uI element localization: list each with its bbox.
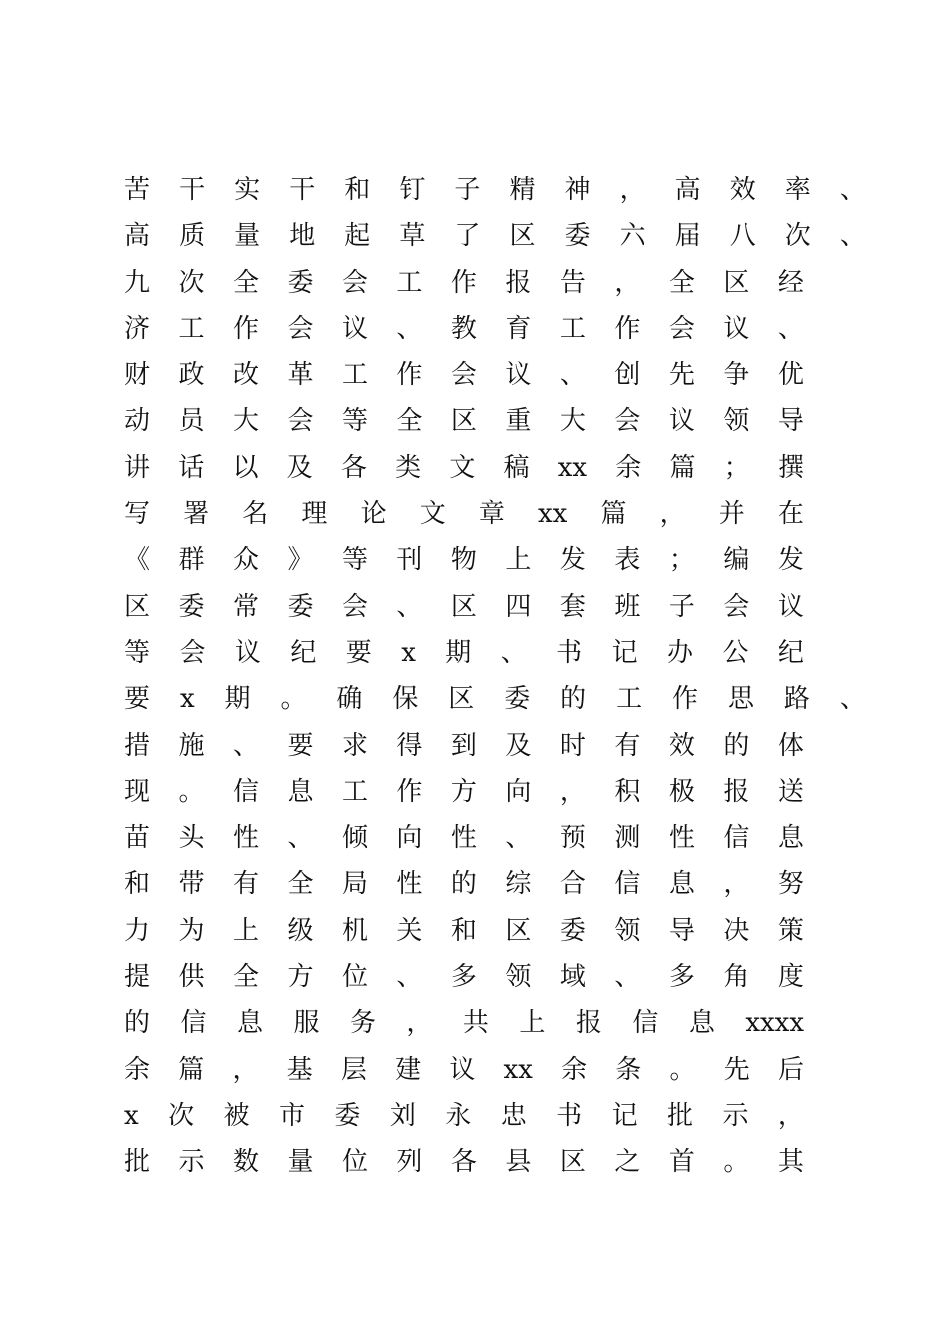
text-line: 写 署 名 理 论 文 章 xx 篇 ， 并 在 — [124, 499, 804, 530]
text-line: 苗 头 性 、 倾 向 性 、 预 测 性 信 息 — [124, 823, 804, 854]
text-line: 提 供 全 方 位 、 多 领 域 、 多 角 度 — [124, 962, 804, 993]
text-line: 余 篇 ， 基 层 建 议 xx 余 条 。 先 后 — [124, 1054, 804, 1085]
text-line: 的 信 息 服 务 ， 共 上 报 信 息 xxxx — [124, 1008, 804, 1039]
text-line: 苦 干 实 干 和 钉 子 精 神 ， 高 效 率 、 — [124, 175, 866, 205]
text-line: 要 x 期 。 确 保 区 委 的 工 作 思 路 、 — [124, 684, 866, 715]
text-line: 和 带 有 全 局 性 的 综 合 信 息 ， 努 — [124, 869, 804, 900]
text-line: x 次 被 市 委 刘 永 忠 书 记 批 示 ， — [124, 1100, 804, 1131]
text-line: 讲 话 以 及 各 类 文 稿 xx 余 篇 ； 撰 — [124, 452, 804, 483]
text-line: 济 工 作 会 议 、 教 育 工 作 会 议 、 — [124, 313, 804, 344]
text-line: 现 。 信 息 工 作 方 向 ， 积 极 报 送 — [124, 776, 804, 807]
text-line: 批 示 数 量 位 列 各 县 区 之 首 。 其 — [124, 1147, 804, 1178]
text-line: 力 为 上 级 机 关 和 区 委 领 导 决 策 — [124, 915, 804, 946]
text-line: 九 次 全 委 会 工 作 报 告 ， 全 区 经 — [124, 267, 804, 298]
text-line: 区 委 常 委 会 、 区 四 套 班 子 会 议 — [124, 591, 804, 622]
text-line: 等 会 议 纪 要 x 期 、 书 记 办 公 纪 — [124, 637, 804, 668]
text-line: 措 施 、 要 求 得 到 及 时 有 效 的 体 — [124, 730, 804, 761]
text-line: 财 政 改 革 工 作 会 议 、 创 先 争 优 — [124, 360, 804, 391]
text-line: 《 群 众 》 等 刊 物 上 发 表 ； 编 发 — [124, 545, 804, 576]
text-line: 动 员 大 会 等 全 区 重 大 会 议 领 导 — [124, 406, 804, 437]
text-line: 高 质 量 地 起 草 了 区 委 六 届 八 次 、 — [124, 221, 866, 252]
body-text — [124, 167, 866, 1186]
